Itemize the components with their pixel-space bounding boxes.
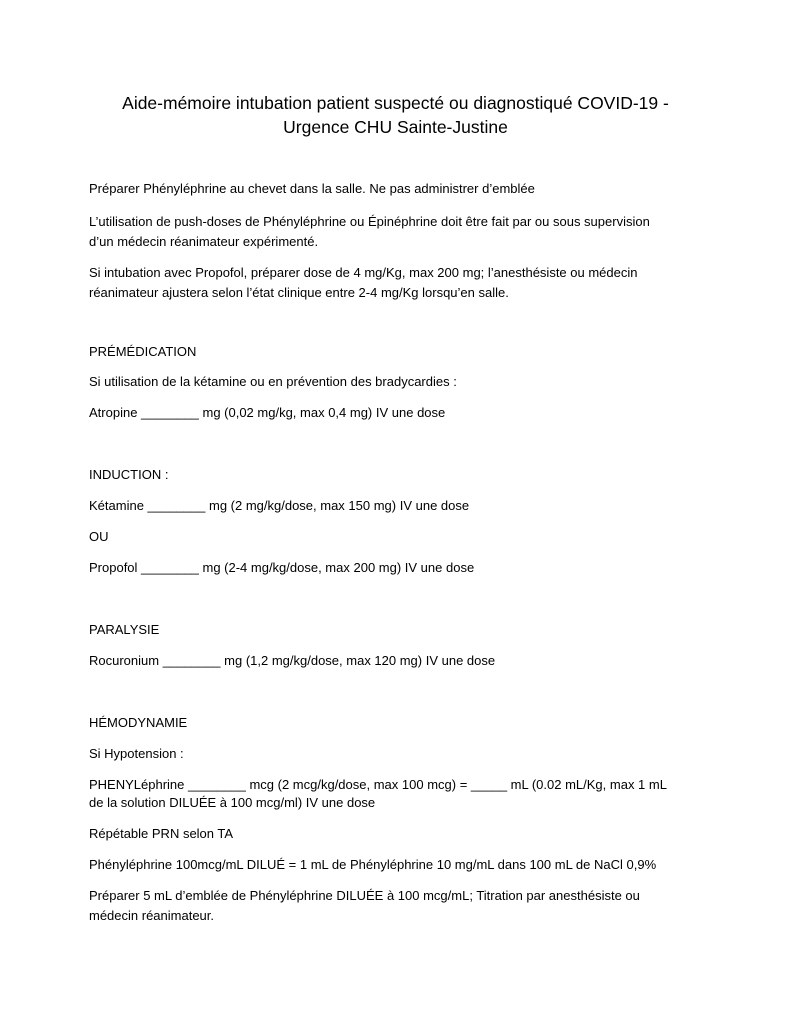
induction-heading: INDUCTION : [89, 467, 169, 482]
intro-paragraph-1: Préparer Phényléphrine au chevet dans la salle. Ne pas administrer d’emblée [89, 181, 535, 196]
dilution-line: Phényléphrine 100mcg/mL DILUÉ = 1 mL de Phényléphrine 10 mg/mL dans 100 mL de NaCl 0,9% [89, 857, 657, 872]
hemodynamie-heading: HÉMODYNAMIE [89, 715, 188, 730]
title-line-2: Urgence CHU Sainte-Justine [283, 117, 508, 137]
intro-paragraph-3-line-2: réanimateur ajustera selon l’état clinique entre 2-4 mg/Kg lorsqu’en salle. [89, 285, 509, 300]
intro-paragraph-2-line-1: L’utilisation de push-doses de Phényléphrine ou Épinéphrine doit être fait par ou sous supervision [89, 214, 650, 229]
atropine-line: Atropine ________ mg (0,02 mg/kg, max 0,4 mg) IV une dose [89, 405, 446, 420]
prepare-line-1: Préparer 5 mL d’emblée de Phényléphrine DILUÉE à 100 mcg/mL; Titration par anesthésiste ou [89, 888, 640, 903]
premedication-note: Si utilisation de la kétamine ou en prévention des bradycardies : [89, 374, 457, 389]
phenylephrine-line-1: PHENYLéphrine ________ mcg (2 mcg/kg/dose, max 100 mcg) = _____ mL (0.02 mL/Kg, max 1 mL [89, 777, 667, 792]
phenylephrine-line-2: de la solution DILUÉE à 100 mcg/ml) IV une dose [89, 795, 376, 810]
or-separator: OU [89, 529, 109, 544]
rocuronium-line: Rocuronium ________ mg (1,2 mg/kg/dose, max 120 mg) IV une dose [89, 653, 496, 668]
intro-paragraph-2-line-2: d’un médecin réanimateur expérimenté. [89, 234, 319, 249]
ketamine-line: Kétamine ________ mg (2 mg/kg/dose, max 150 mg) IV une dose [89, 498, 470, 513]
hypotension-note: Si Hypotension : [89, 746, 184, 761]
premedication-heading: PRÉMÉDICATION [89, 344, 197, 359]
paralysie-heading: PARALYSIE [89, 622, 160, 637]
propofol-line: Propofol ________ mg (2-4 mg/kg/dose, max 200 mg) IV une dose [89, 560, 475, 575]
intro-paragraph-3-line-1: Si intubation avec Propofol, préparer dose de 4 mg/Kg, max 200 mg; l’anesthésiste ou médecin [89, 265, 638, 280]
repeat-note: Répétable PRN selon TA [89, 826, 234, 841]
title-line-1: Aide-mémoire intubation patient suspecté ou diagnostiqué COVID-19 - [122, 93, 669, 113]
prepare-line-2: médecin réanimateur. [89, 908, 215, 923]
document-title [60, 91, 731, 139]
